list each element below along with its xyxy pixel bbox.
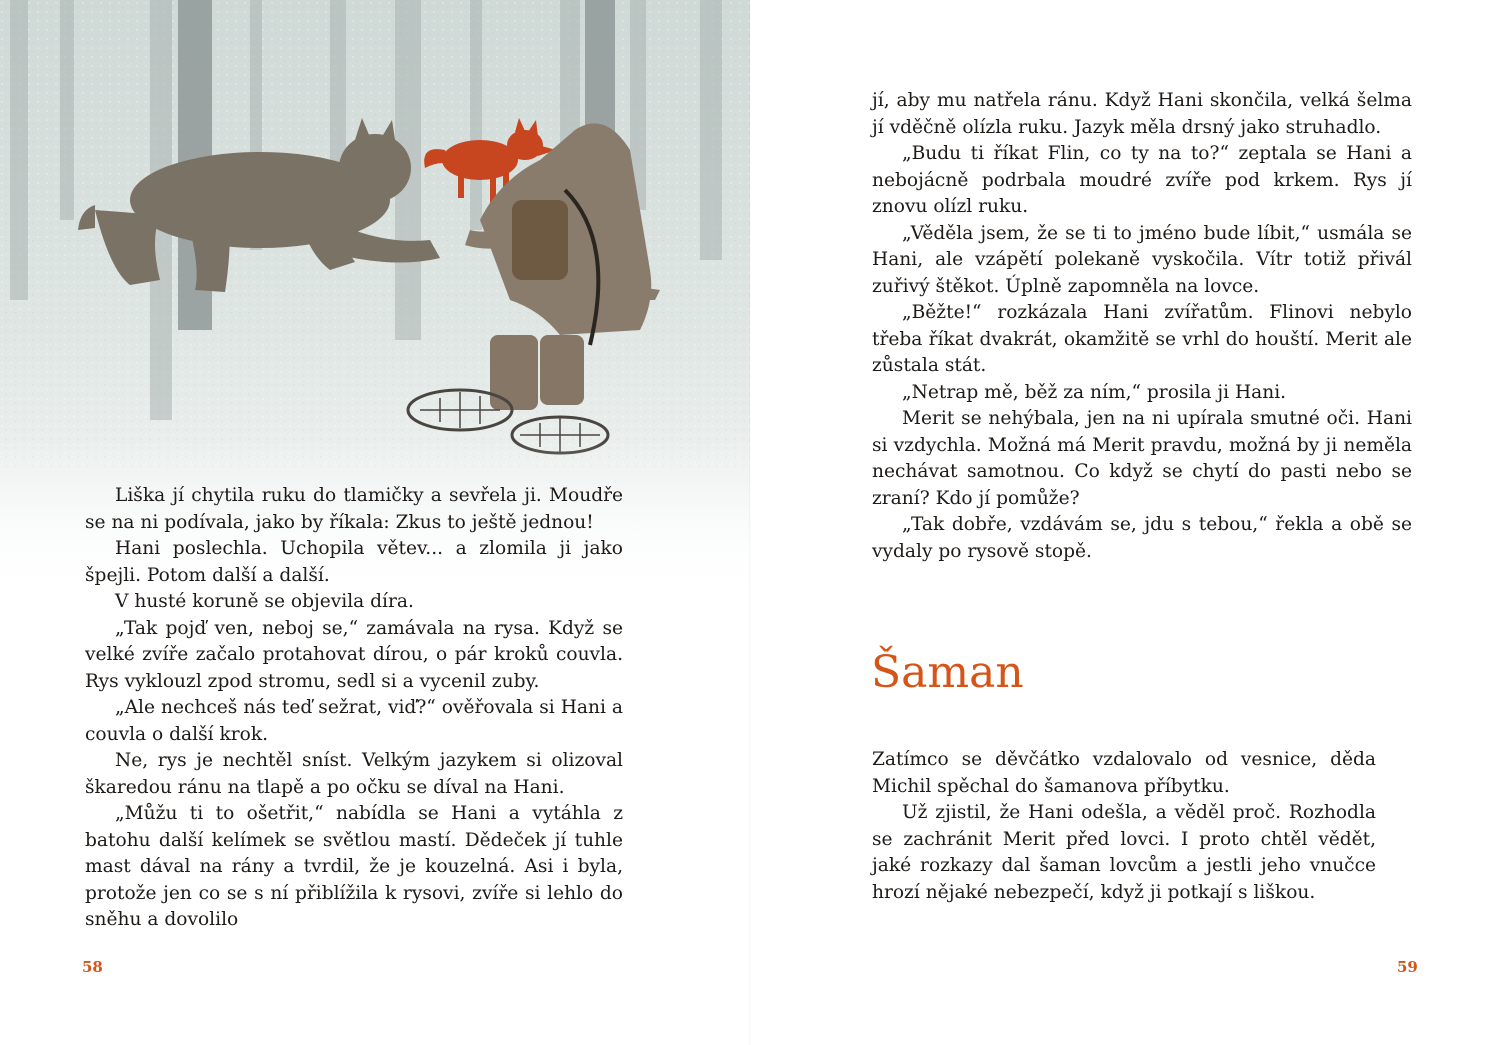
paragraph: Liška jí chytila ruku do tlamičky a sevřela ji. Moudře se na ni podívala, jako by říkala: Zkus to ještě jednou! <box>85 485 623 533</box>
paragraph: „Můžu ti to ošetřit,“ nabídla se Hani a vytáhla z batohu další kelímek se světlou mastí. Dědeček jí tuhle mast dával na rány a tvrdil, že je kouzelná. Asi i byla, protože jen co se s ní přiblížila k rysovi, zvíře si lehlo do sněhu a dovolilo <box>85 803 623 930</box>
left-body-text <box>85 483 623 934</box>
gutter <box>749 0 751 1045</box>
right-body-text-top <box>872 88 1412 565</box>
paragraph: „Netrap mě, běž za ním,“ prosila ji Hani. <box>902 381 1287 403</box>
paragraph: „Ale nechceš nás teď sežrat, viď?“ ověřovala si Hani a couvla o další krok. <box>85 697 623 745</box>
paragraph: Zatímco se děvčátko vzdalovalo od vesnice, děda Michil spěchal do šamanova příbytku. <box>872 749 1376 797</box>
paragraph: „Věděla jsem, že se ti to jméno bude líbit,“ usmála se Hani, ale vzápětí polekaně vyskočila. Vítr totiž přivál zuřivý štěkot. Úplně zapomněla na lovce. <box>872 222 1412 297</box>
paragraph: „Tak dobře, vzdávám se, jdu s tebou,“ řekla a obě se vydaly po rysově stopě. <box>872 514 1412 562</box>
paragraph: „Běžte!“ rozkázala Hani zvířatům. Flinovi nebylo třeba říkat dvakrát, okamžitě se vrhl do houští. Merit ale zůstala stát. <box>872 302 1412 376</box>
paragraph: V husté koruně se objevila díra. <box>115 591 414 612</box>
paragraph: „Tak pojď ven, neboj se,“ zamávala na rysa. Když se velké zvíře začalo protahovat dírou, o pár kroků couvla. Rys vyklouzl zpod stromu, sedl si a vycenil zuby. <box>85 617 623 692</box>
paragraph: Už zjistil, že Hani odešla, a věděl proč. Rozhodla se zachránit Merit před lovci. I proto chtěl vědět, jaké rozkazy dal šaman lovcům a jestli jeho vnučce hrozí nějaké nebezpečí, když ji potkají s liškou. <box>872 802 1376 903</box>
paragraph: Merit se nehýbala, jen na ni upírala smutné oči. Hani si vzdychla. Možná má Merit pravdu, možná by ji neměla nechávat samotnou. Co když se chytí do pasti nebo se zraní? Kdo jí pomůže? <box>872 408 1412 509</box>
paragraph: Ne, rys je nechtěl sníst. Velkým jazykem si olizoval škaredou ránu na tlapě a po očku se díval na Hani. <box>85 750 623 798</box>
right-body-text-bottom <box>872 747 1376 906</box>
paragraph: Hani poslechla. Uchopila větev... a zlomila ji jako špejli. Potom další a další. <box>85 538 623 586</box>
paragraph: jí, aby mu natřela ránu. Když Hani skončila, velká šelma jí vděčně olízla ruku. Jazyk měla drsný jako struhadlo. <box>872 90 1412 138</box>
page-number-left: 58 <box>82 958 103 976</box>
page-number-right: 59 <box>1397 958 1418 976</box>
chapter-title: Šaman <box>871 647 1024 698</box>
paragraph: „Budu ti říkat Flin, co ty na to?“ zeptala se Hani a nebojácně podrbala moudré zvíře pod krkem. Rys jí znovu olízl ruku. <box>872 143 1412 217</box>
